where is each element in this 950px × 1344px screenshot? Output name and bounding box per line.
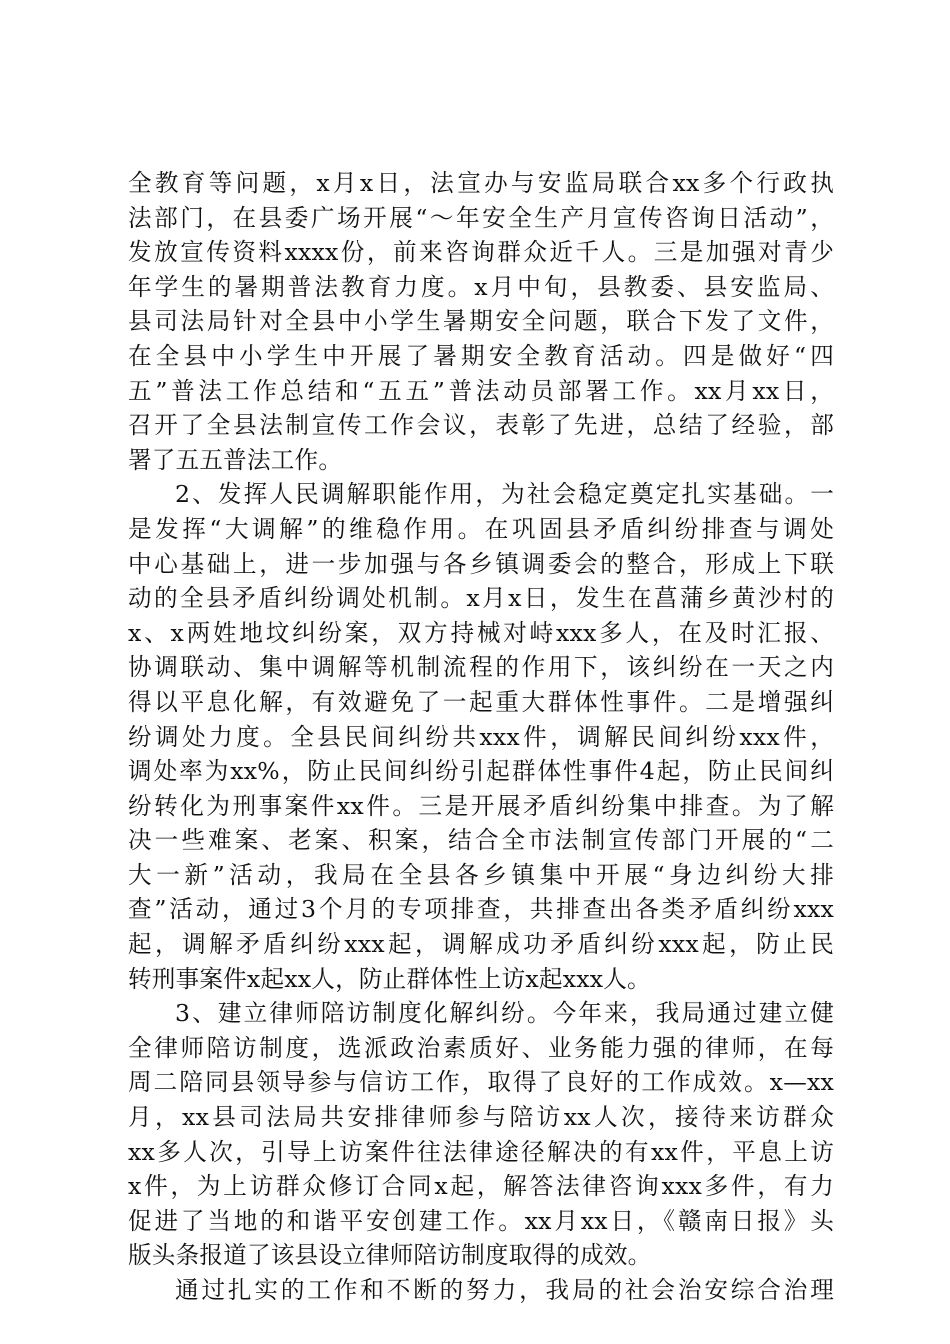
- text-line: 全教育等问题，x月x日，法宣办与安监局联合xx多个行政执: [128, 169, 834, 197]
- text-line: 调处率为xx%，防止民间纠纷引起群体性事件4起，防止民间纠: [128, 757, 834, 786]
- text-line: 促进了当地的和谐平安创建工作。xx月xx日，《赣南日报》头: [128, 1206, 834, 1235]
- text-line: 年学生的暑期普法教育力度。x月中旬，县教委、县安监局、: [128, 272, 834, 301]
- text-line: 在全县中小学生中开展了暑期安全教育活动。四是做好“四: [128, 341, 834, 370]
- text-line: 全律师陪访制度，选派政治素质好、业务能力强的律师，在每: [128, 1033, 834, 1062]
- text-line: 协调联动、集中调解等机制流程的作用下，该纠纷在一天之内: [128, 653, 834, 682]
- text-line: 召开了全县法制宣传工作会议，表彰了先进，总结了经验，部: [128, 411, 834, 440]
- text-line: 法部门，在县委广场开展“～年安全生产月宣传咨询日活动”，: [128, 203, 834, 232]
- text-line: xx多人次，引导上访案件往法律途径解决的有xx件，平息上访: [128, 1137, 834, 1166]
- paragraph-4-first-line: 通过扎实的工作和不断的努力，我局的社会治安综合治理: [175, 1276, 834, 1304]
- document-body: [128, 166, 834, 1308]
- text-line: 五”普法工作总结和“五五”普法动员部署工作。xx月xx日，: [128, 376, 834, 405]
- text-line: 转刑事案件x起xx人，防止群体性上访x起xxx人。: [128, 964, 651, 993]
- text-line: 得以平息化解，有效避免了一起重大群体性事件。二是增强纠: [128, 687, 834, 716]
- paragraph-3-first-line: 3、建立律师陪访制度化解纠纷。今年来，我局通过建立健: [175, 999, 834, 1028]
- text-line: 月，xx县司法局共安排律师参与陪访xx人次，接待来访群众: [128, 1103, 834, 1132]
- text-line: 纷转化为刑事案件xx件。三是开展矛盾纠纷集中排查。为了解: [128, 791, 834, 820]
- text-line: 发放宣传资料xxxx份，前来咨询群众近千人。三是加强对青少: [128, 238, 834, 267]
- text-line: 县司法局针对全县中小学生暑期安全问题，联合下发了文件，: [128, 307, 834, 336]
- text-line: 中心基础上，进一步加强与各乡镇调委会的整合，形成上下联: [128, 549, 834, 578]
- text-line: 大一新”活动，我局在全县各乡镇集中开展“身边纠纷大排: [128, 860, 834, 889]
- text-line: 查”活动，通过3个月的专项排查，共排查出各类矛盾纠纷xxx: [128, 895, 834, 924]
- text-line: 署了五五普法工作。: [128, 445, 343, 474]
- text-line: x、x两姓地坟纠纷案，双方持械对峙xxx多人，在及时汇报、: [128, 618, 834, 647]
- text-line: 决一些难案、老案、积案，结合全市法制宣传部门开展的“二: [128, 826, 834, 855]
- text-line: 动的全县矛盾纠纷调处机制。x月x日，发生在菖蒲乡黄沙村的: [128, 584, 834, 613]
- paragraph-2-first-line: 2、发挥人民调解职能作用，为社会稳定奠定扎实基础。一: [175, 480, 834, 509]
- text-line: 周二陪同县领导参与信访工作，取得了良好的工作成效。x—xx: [128, 1068, 834, 1097]
- text-line: 起，调解矛盾纠纷xxx起，调解成功矛盾纠纷xxx起，防止民: [128, 930, 834, 959]
- text-line: 纷调处力度。全县民间纠纷共xxx件，调解民间纠纷xxx件，: [128, 722, 834, 751]
- text-line: 版头条报道了该县设立律师陪访制度取得的成效。: [128, 1241, 652, 1270]
- text-line: 是发挥“大调解”的维稳作用。在巩固县矛盾纠纷排查与调处: [128, 514, 834, 543]
- text-line: x件，为上访群众修订合同x起，解答法律咨询xxx多件，有力: [128, 1172, 834, 1201]
